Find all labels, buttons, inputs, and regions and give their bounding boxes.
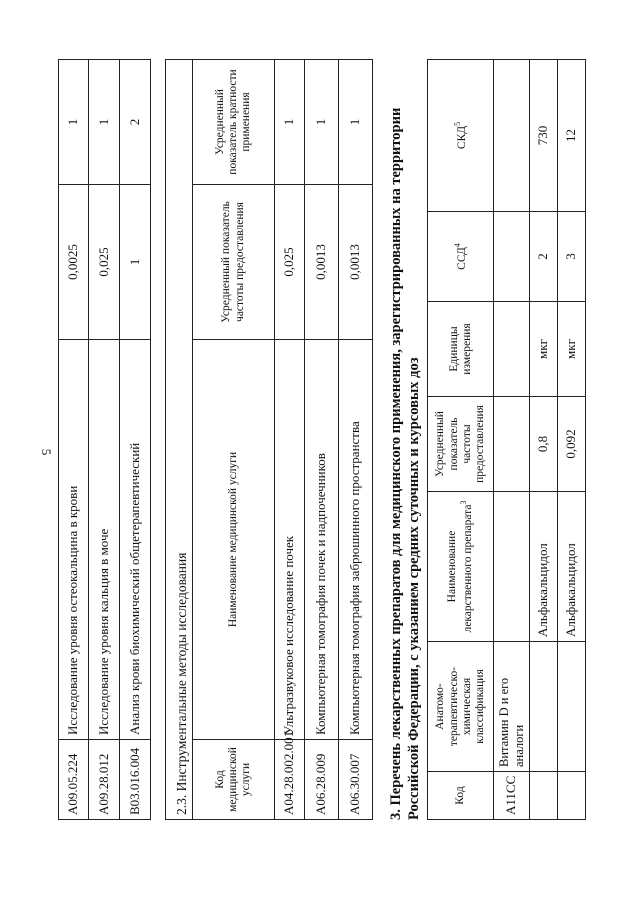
frequency-value: 0,025 (275, 185, 305, 340)
frequency-value: 0,0013 (305, 185, 339, 340)
service-name: Ультразвуковое исследование почек (275, 340, 305, 740)
header-multiplicity: Усредненный показатель кратности применения (193, 59, 275, 184)
drug-name: Альфакальцидол (530, 492, 558, 642)
header-drug-name (428, 492, 494, 642)
multiplicity-value: 1 (59, 60, 89, 185)
service-code: B03.016.004 (120, 740, 151, 820)
header-skd (428, 60, 494, 212)
header-drug-text: Наименование лекарственного препарата (446, 504, 475, 633)
service-name: Анализ крови биохимический общетерапевтический (120, 340, 151, 740)
service-code: A06.28.009 (305, 740, 339, 820)
unit-value: мкг (558, 302, 586, 397)
header-code: Код медицинской услуги (193, 740, 275, 820)
ssd-value: 3 (558, 212, 586, 302)
table-row (305, 59, 339, 819)
rotated-page-content (58, 60, 586, 820)
multiplicity-value: 1 (339, 59, 373, 184)
table-row (339, 59, 373, 819)
group-atc: Витамин D и его аналоги (494, 642, 530, 772)
table-row (89, 60, 120, 820)
empty-cell (558, 642, 586, 772)
group-code: A11CC (494, 772, 530, 820)
frequency-value: 0,0025 (59, 185, 89, 340)
header-frequency: Усредненный показатель частоты предоставления (193, 185, 275, 340)
empty-cell (494, 212, 530, 302)
header-unit: Единицы измерения (428, 302, 494, 397)
header-frequency: Усредненный показатель частоты предоставления (428, 397, 494, 492)
header-code: Код (428, 772, 494, 820)
table-row (275, 59, 305, 819)
footnote-3: 3 (459, 500, 469, 505)
empty-cell (558, 772, 586, 820)
table-row (558, 60, 586, 820)
table-row (59, 60, 89, 820)
service-code: A06.30.007 (339, 740, 373, 820)
section-3-title: 3. Перечень лекарственных препаратов для медицинского применения, зарегистрированных на территории Российской Федерации, с указанием средних суточных и курсовых доз (388, 107, 423, 820)
frequency-value: 1 (120, 185, 151, 340)
section-title: 2.3. Инструментальные методы исследования (166, 59, 193, 819)
service-name: Компьютерная томография почек и надпочечников (305, 340, 339, 740)
frequency-value: 0,092 (558, 397, 586, 492)
table-header-row (193, 59, 275, 819)
service-name: Компьютерная томография забрюшинного пространства (339, 340, 373, 740)
header-ssd (428, 212, 494, 302)
empty-cell (494, 397, 530, 492)
multiplicity-value: 1 (275, 59, 305, 184)
header-name: Наименование медицинской услуги (193, 340, 275, 740)
table-row (494, 60, 530, 820)
table-header-row (428, 60, 494, 820)
footnote-4: 4 (452, 243, 462, 248)
skd-value: 730 (530, 60, 558, 212)
service-code: A04.28.002.001 (275, 740, 305, 820)
service-name: Исследование уровня кальция в моче (89, 340, 120, 740)
service-code: A09.28.012 (89, 740, 120, 820)
service-name: Исследование уровня остеокальцина в крови (59, 340, 89, 740)
multiplicity-value: 1 (89, 60, 120, 185)
frequency-value: 0,0013 (339, 185, 373, 340)
service-code: A09.05.224 (59, 740, 89, 820)
frequency-value: 0,025 (89, 185, 120, 340)
empty-cell (494, 302, 530, 397)
empty-cell (494, 492, 530, 642)
drug-name: Альфакальцидол (558, 492, 586, 642)
header-skd-text: СКД (455, 125, 468, 150)
footnote-5: 5 (452, 121, 462, 126)
empty-cell (494, 60, 530, 212)
empty-cell (530, 642, 558, 772)
multiplicity-value: 1 (305, 59, 339, 184)
medications-table (427, 59, 586, 820)
header-atc: Анатомо-терапевтическо-химическая классификация (428, 642, 494, 772)
ssd-value: 2 (530, 212, 558, 302)
table-row (120, 60, 151, 820)
empty-cell (530, 772, 558, 820)
skd-value: 12 (558, 60, 586, 212)
page-number: 5 (39, 448, 54, 456)
frequency-value: 0,8 (530, 397, 558, 492)
lab-tests-table (58, 59, 151, 820)
instrumental-methods-table (165, 59, 373, 820)
unit-value: мкг (530, 302, 558, 397)
table-row (530, 60, 558, 820)
multiplicity-value: 2 (120, 60, 151, 185)
header-ssd-text: ССД (455, 247, 468, 270)
